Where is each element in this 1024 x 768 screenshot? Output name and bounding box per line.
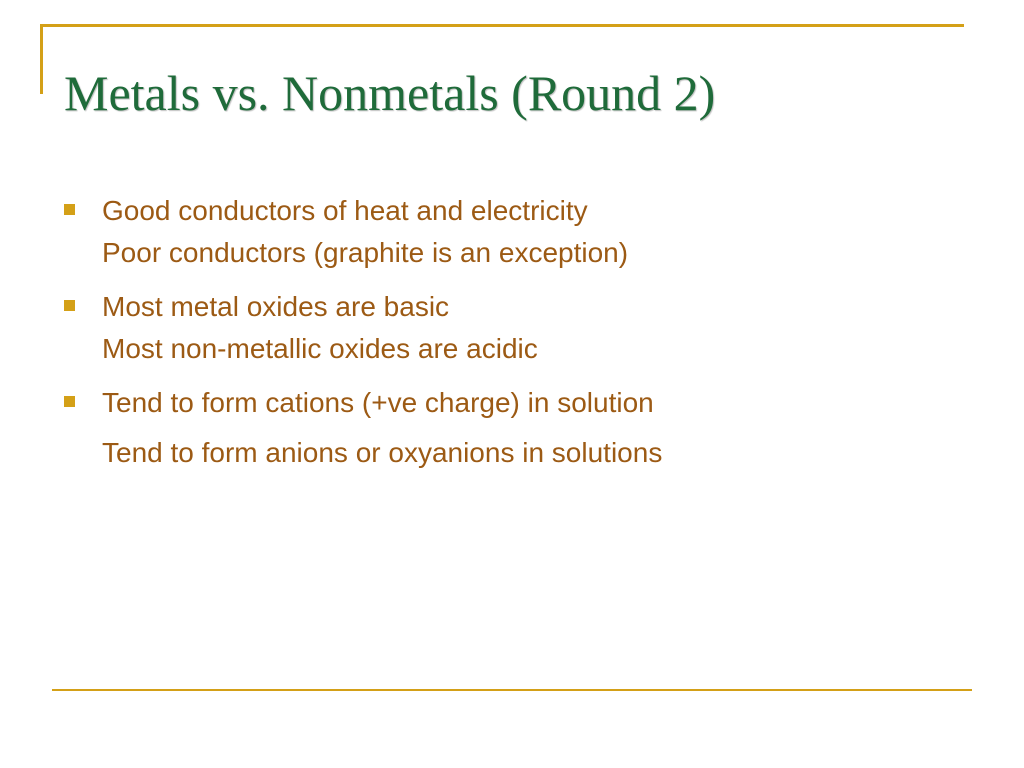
slide-title: Metals vs. Nonmetals (Round 2) bbox=[64, 65, 716, 121]
bullet-item-oxides bbox=[64, 286, 964, 370]
square-bullet-icon bbox=[64, 300, 75, 311]
square-bullet-icon bbox=[64, 396, 75, 407]
metal-property-text: Good conductors of heat and electricity bbox=[102, 195, 588, 226]
metal-property-text: Most metal oxides are basic bbox=[102, 291, 450, 322]
bullet-item-ions bbox=[64, 382, 964, 474]
footer-rule bbox=[52, 689, 972, 691]
bullet-list bbox=[64, 190, 964, 486]
nonmetal-property-text: Tend to form anions or oxyanions in solutions bbox=[102, 437, 663, 468]
bullet-item-conductivity bbox=[64, 190, 964, 274]
nonmetal-property-text: Poor conductors (graphite is an exception) bbox=[102, 237, 629, 268]
nonmetal-property-text: Most non-metallic oxides are acidic bbox=[102, 333, 538, 364]
square-bullet-icon bbox=[64, 204, 75, 215]
metal-property-text: Tend to form cations (+ve charge) in solution bbox=[102, 387, 654, 418]
frame-top-rule bbox=[40, 24, 964, 27]
frame-left-rule bbox=[40, 24, 43, 94]
